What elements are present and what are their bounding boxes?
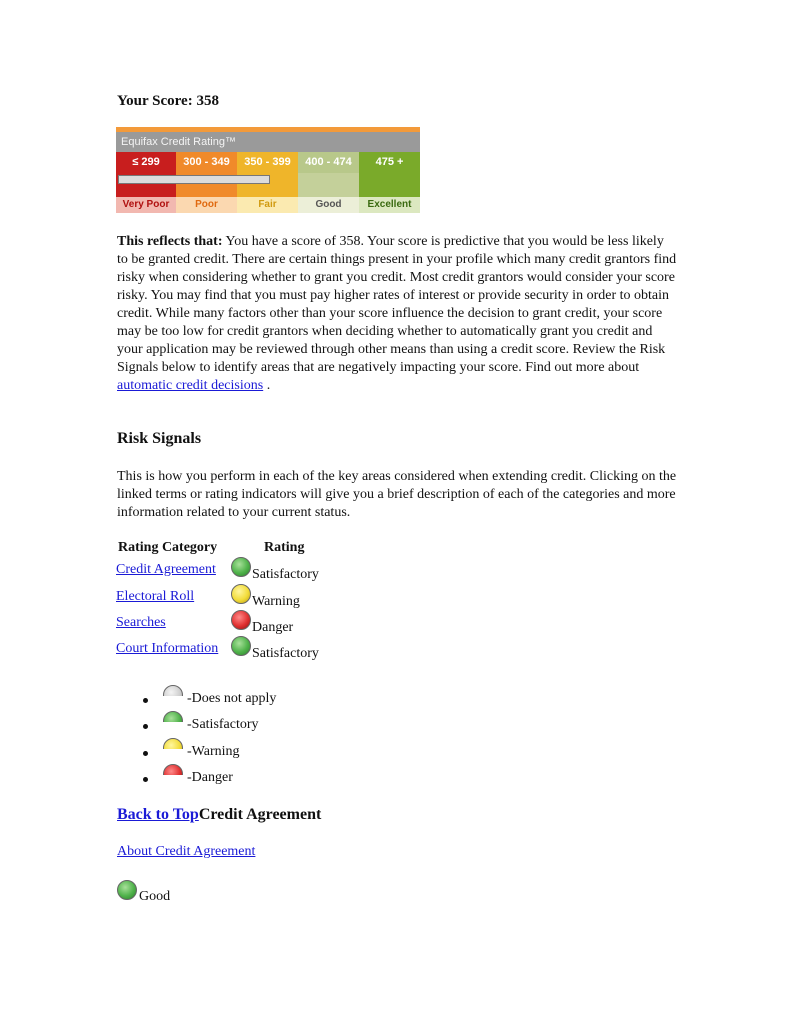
score-indicator-fill (119, 176, 269, 183)
credit-agreement-link[interactable]: Credit Agreement (116, 562, 216, 577)
segment-fill (359, 173, 420, 197)
bullet (143, 777, 148, 782)
segment-range: ≤ 299 (116, 152, 176, 173)
rating-warning: Warning (252, 594, 300, 609)
red-light-icon[interactable] (231, 610, 251, 630)
reflects-body: You have a score of 358. Your score is predictive that you would be less likely to be granted credit. There are certain things present in your profile which many credit grantors find risky when considering whether to grant you credit. Most credit grantors would consider your score risky. You may find that you must pay higher rates of interest or provide security in order to obtain credit. While many factors other than your score influence the decision to grant credit, your score may be too low for credit grantors when deciding whether to automatically grant you credit and your application may be reviewed through other means than using a credit score. Review the Risk Signals below to identify areas that are negatively impacting your score. Find out more about (117, 234, 677, 375)
segment-label: Very Poor (116, 197, 176, 213)
section-title: Credit Agreement (198, 806, 322, 823)
segment-range: 400 - 474 (298, 152, 359, 173)
legend-text: -Danger (187, 770, 233, 785)
bullet (143, 724, 148, 729)
rating-satisfactory: Satisfactory (252, 646, 319, 661)
legend-text: -Warning (187, 744, 240, 759)
court-information-link[interactable]: Court Information (116, 641, 219, 656)
reflects-paragraph (117, 233, 677, 395)
segment-range: 475 + (359, 152, 420, 173)
segment-label: Excellent (359, 197, 420, 213)
score-indicator-bar (118, 175, 270, 184)
segment-range: 300 - 349 (176, 152, 237, 173)
legend-text: -Satisfactory (187, 717, 259, 732)
score-title: Your Score: 358 (117, 93, 219, 109)
bullet (143, 751, 148, 756)
reflects-lead: This reflects that: (117, 234, 223, 249)
about-credit-agreement-link[interactable]: About Credit Agreement (117, 844, 256, 859)
yellow-light-icon (163, 738, 183, 758)
green-light-icon[interactable] (231, 636, 251, 656)
electoral-roll-link[interactable]: Electoral Roll (116, 589, 195, 604)
bullet (143, 698, 148, 703)
segment-label: Fair (237, 197, 298, 213)
risk-signals-heading: Risk Signals (117, 430, 202, 447)
green-light-icon[interactable] (231, 557, 251, 577)
searches-link[interactable]: Searches (116, 615, 166, 630)
green-light-icon (163, 711, 183, 731)
back-to-top-line (117, 806, 321, 824)
reflects-tail: . (263, 378, 271, 393)
segment-label: Poor (176, 197, 237, 213)
legend-text: -Does not apply (187, 691, 277, 706)
credit-rating-widget (116, 127, 420, 214)
risk-signals-intro: This is how you perform in each of the key areas considered when extending credit. Clicking on the linked terms or rating indicators will give you a brief description of each of the categories and more information related to your current status. (117, 469, 677, 520)
good-rating-text: Good (139, 889, 171, 904)
rating-widget-header: Equifax Credit Rating™ (116, 132, 420, 152)
automatic-credit-decisions-link[interactable]: automatic credit decisions (117, 378, 264, 393)
grey-light-icon (163, 685, 183, 705)
red-light-icon (163, 764, 183, 784)
back-to-top-link[interactable]: Back to Top (117, 806, 199, 823)
rating-header: Rating (264, 540, 305, 555)
rating-danger: Danger (252, 620, 294, 635)
green-light-icon (117, 880, 137, 900)
rating-category-header: Rating Category (118, 540, 218, 555)
segment-range: 350 - 399 (237, 152, 298, 173)
rating-satisfactory: Satisfactory (252, 567, 319, 582)
segment-fill (298, 173, 359, 197)
yellow-light-icon[interactable] (231, 584, 251, 604)
segment-label: Good (298, 197, 359, 213)
